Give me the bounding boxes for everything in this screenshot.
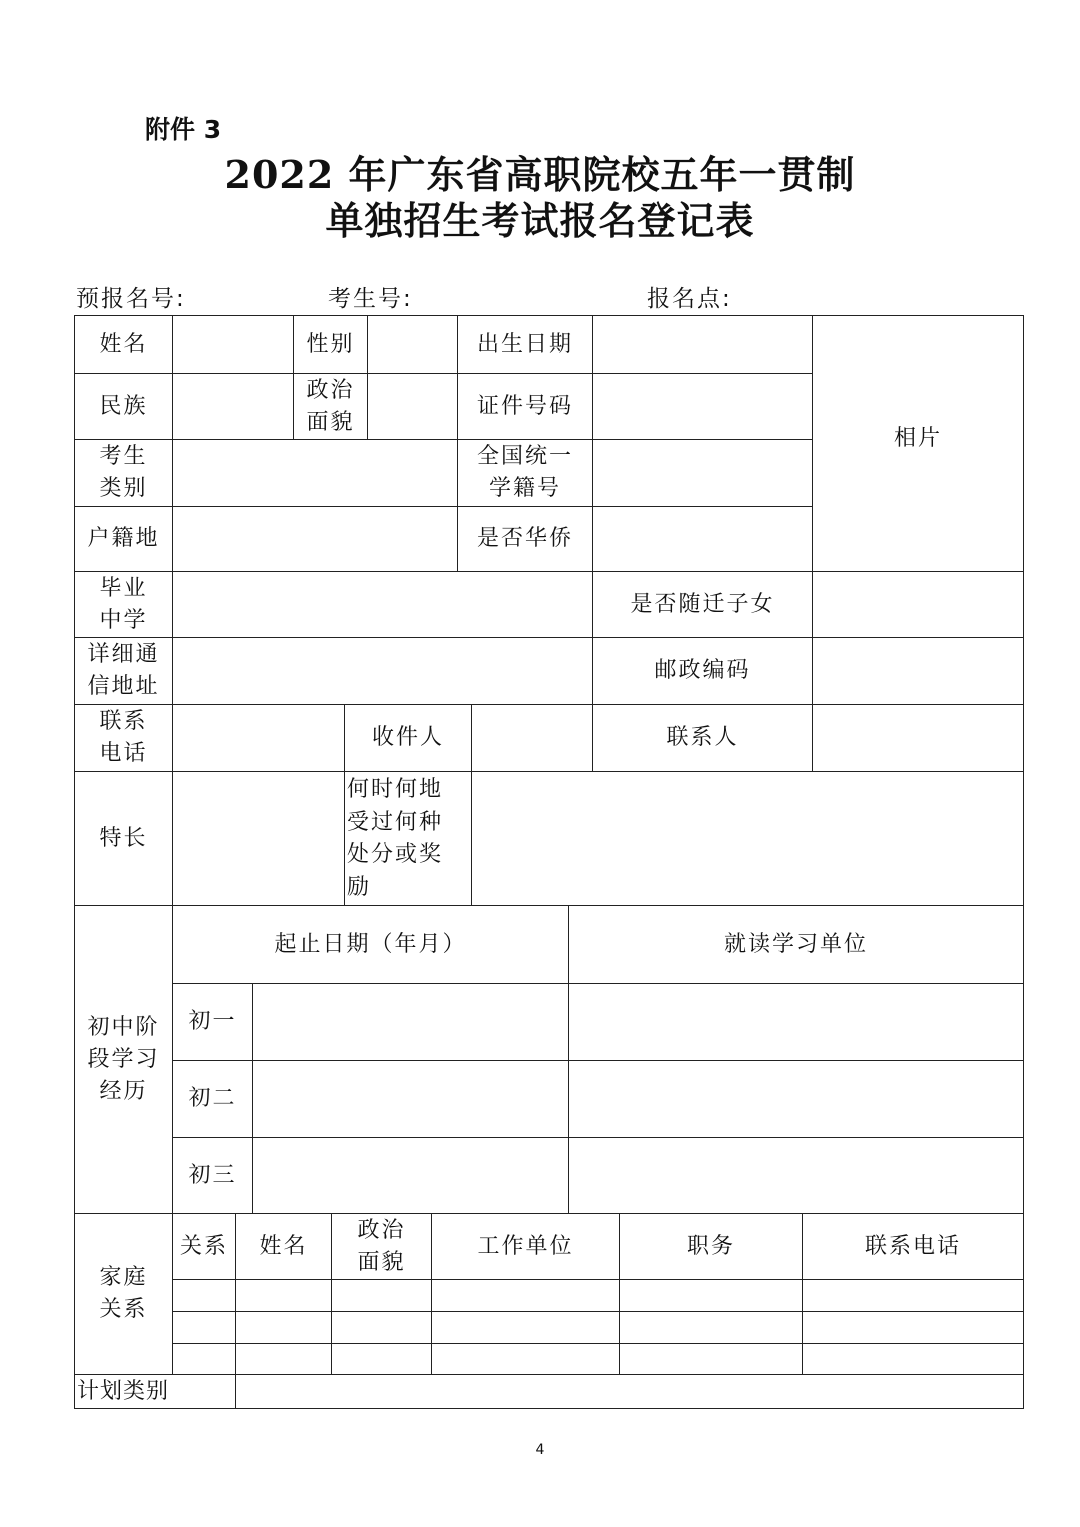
- family-political-field[interactable]: [331, 1343, 432, 1375]
- family-phone-field[interactable]: [802, 1343, 1024, 1375]
- education-section-text: 初中阶 段学习 经历: [87, 1014, 160, 1104]
- plan-category-field[interactable]: [235, 1374, 1024, 1409]
- migrant-child-field[interactable]: [812, 571, 1024, 638]
- grade-label: 初一: [172, 983, 253, 1061]
- awards-label: [344, 771, 472, 906]
- grade-dates-field[interactable]: [252, 983, 569, 1061]
- address-text: 详细通 信地址: [87, 642, 160, 699]
- gender-field[interactable]: [367, 315, 458, 374]
- family-name-field[interactable]: [235, 1343, 332, 1375]
- family-workplace-header: 工作单位: [431, 1213, 620, 1280]
- candidate-category-field[interactable]: [172, 439, 458, 507]
- id-number-field[interactable]: [592, 373, 813, 440]
- name-label: 姓名: [74, 315, 173, 374]
- attachment-label: 附件 3: [145, 115, 222, 144]
- grade-dates-field[interactable]: [252, 1060, 569, 1138]
- political-status-text: 政治 面貌: [306, 377, 355, 435]
- recipient-label: 收件人: [344, 704, 472, 772]
- birth-date-field[interactable]: [592, 315, 813, 374]
- phone-field[interactable]: [172, 704, 345, 772]
- household-registration-field[interactable]: [172, 506, 458, 572]
- phone-text: 联系 电话: [99, 709, 148, 766]
- contact-person-label: 联系人: [592, 704, 813, 772]
- graduated-school-field[interactable]: [172, 571, 593, 638]
- grade-school-field[interactable]: [568, 983, 1024, 1061]
- pre-registration-number-label: 预报名号:: [76, 286, 186, 312]
- graduated-school-label: [74, 571, 173, 638]
- family-workplace-field[interactable]: [431, 1343, 620, 1375]
- family-relation-field[interactable]: [172, 1279, 236, 1312]
- student-id-label: [457, 439, 593, 507]
- name-field[interactable]: [172, 315, 294, 374]
- contact-person-field[interactable]: [812, 704, 1024, 772]
- family-name-field[interactable]: [235, 1311, 332, 1344]
- family-political-field[interactable]: [331, 1311, 432, 1344]
- overseas-chinese-field[interactable]: [592, 506, 813, 572]
- education-section-label: [74, 905, 173, 1214]
- grade-label: 初三: [172, 1137, 253, 1214]
- family-workplace-field[interactable]: [431, 1311, 620, 1344]
- registration-site-label: 报名点:: [647, 286, 732, 312]
- family-phone-field[interactable]: [802, 1279, 1024, 1312]
- postal-code-field[interactable]: [812, 637, 1024, 705]
- grade-dates-field[interactable]: [252, 1137, 569, 1214]
- recipient-field[interactable]: [471, 704, 593, 772]
- specialty-label: 特长: [74, 771, 173, 906]
- address-label: [74, 637, 173, 705]
- family-relation-field[interactable]: [172, 1311, 236, 1344]
- form-title-line2: 单独招生考试报名登记表: [325, 198, 755, 243]
- grade-school-field[interactable]: [568, 1137, 1024, 1214]
- political-status-label: [293, 373, 368, 440]
- family-position-field[interactable]: [619, 1343, 803, 1375]
- address-field[interactable]: [172, 637, 593, 705]
- photo-label: 相片: [893, 425, 942, 451]
- family-relation-header: 关系: [172, 1213, 236, 1280]
- family-phone-header: 联系电话: [802, 1213, 1024, 1280]
- family-name-header: 姓名: [235, 1213, 332, 1280]
- photo-box[interactable]: [812, 315, 1024, 572]
- id-number-label: 证件号码: [457, 373, 593, 440]
- ethnicity-label: 民族: [74, 373, 173, 440]
- family-position-field[interactable]: [619, 1311, 803, 1344]
- family-political-header: [331, 1213, 432, 1280]
- migrant-child-label: 是否随迁子女: [592, 571, 813, 638]
- gender-label: 性别: [293, 315, 368, 374]
- candidate-category-text: 考生 类别: [99, 444, 148, 501]
- plan-category-label: 计划类别: [74, 1374, 236, 1409]
- family-position-header: 职务: [619, 1213, 803, 1280]
- phone-label: [74, 704, 173, 772]
- family-relation-field[interactable]: [172, 1343, 236, 1375]
- school-header: 就读学习单位: [568, 905, 1024, 984]
- awards-field[interactable]: [471, 771, 1024, 906]
- family-political-field[interactable]: [331, 1279, 432, 1312]
- page-number: 4: [535, 1442, 545, 1458]
- family-section-text: 家庭 关系: [99, 1265, 148, 1322]
- candidate-category-label: [74, 439, 173, 507]
- ethnicity-field[interactable]: [172, 373, 294, 440]
- birth-date-label: 出生日期: [457, 315, 593, 374]
- family-workplace-field[interactable]: [431, 1279, 620, 1312]
- date-range-header: 起止日期（年月）: [172, 905, 569, 984]
- exam-number-label: 考生号:: [328, 286, 413, 312]
- family-political-text: 政治 面貌: [357, 1217, 406, 1275]
- student-id-text: 全国统一 学籍号: [476, 444, 573, 501]
- family-position-field[interactable]: [619, 1279, 803, 1312]
- graduated-school-text: 毕业 中学: [99, 575, 148, 633]
- specialty-field[interactable]: [172, 771, 345, 906]
- student-id-field[interactable]: [592, 439, 813, 507]
- family-name-field[interactable]: [235, 1279, 332, 1312]
- awards-text: 何时何地 受过何种 处分或奖 励: [347, 777, 444, 900]
- form-title-line1: 2022 年广东省高职院校五年一贯制: [224, 152, 856, 197]
- grade-school-field[interactable]: [568, 1060, 1024, 1138]
- postal-code-label: 邮政编码: [592, 637, 813, 705]
- family-phone-field[interactable]: [802, 1311, 1024, 1344]
- grade-label: 初二: [172, 1060, 253, 1138]
- family-section-label: [74, 1213, 173, 1375]
- overseas-chinese-label: 是否华侨: [457, 506, 593, 572]
- household-registration-label: 户籍地: [74, 506, 173, 572]
- political-status-field[interactable]: [367, 373, 458, 440]
